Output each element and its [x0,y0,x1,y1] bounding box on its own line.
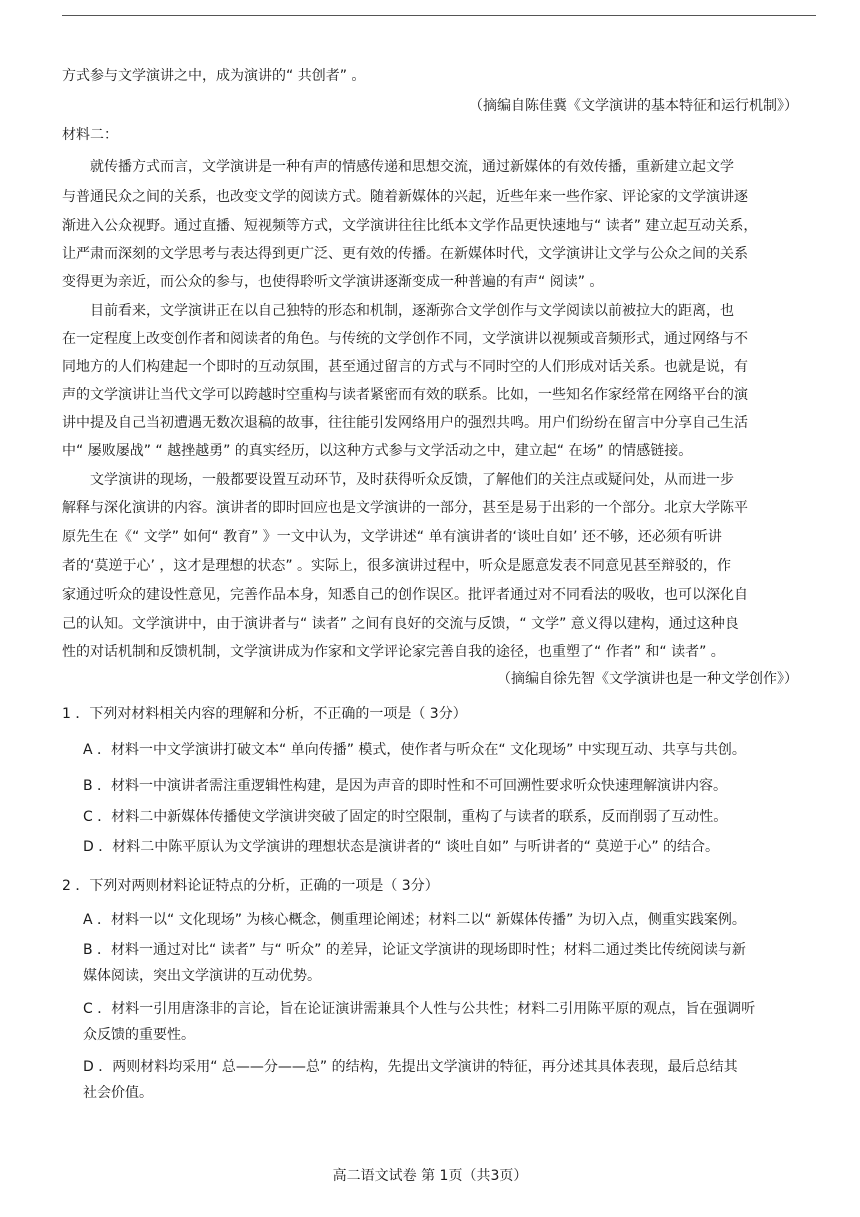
source-citation: （摘编自陈佳冀《文学演讲的基本特征和运行机制》） [469,98,798,114]
text-line: 变得更为亲近，而公众的参与，也使得聆听文学演讲逐渐变成一种普遍的有声“ 阅读” 。 [62,274,604,290]
text-line: D ．材料二中陈平原认为文学演讲的理想状态是演讲者的“ 谈吐自如” 与听讲者的“ 莫逆于心” 的结合。 [83,839,720,855]
header-rule [62,15,816,16]
text-line: 在一定程度上改变创作者和阅读者的角色。与传统的文学创作不同，文学演讲以视频或音频形式，通过网络与不 [62,331,748,347]
text-line: D ．两则材料均采用“ 总——分——总” 的结构，先提出文学演讲的特征，再分述其具体表现，最后总结其 [83,1059,738,1075]
text-line: 就传播方式而言，文学演讲是一种有声的情感传递和思想交流，通过新媒体的有效传播，重新建立起文学 [90,159,734,175]
text-line: 解释与深化演讲的内容。演讲者的即时回应也是文学演讲的一部分，甚至是易于出彩的一个部分。北京大学陈平 [62,500,748,516]
text-line: 1 ．下列对材料相关内容的理解和分析，不正确的一项是（ 3分） [62,706,467,722]
text-line: C ．材料一引用唐涤非的言论，旨在论证演讲需兼具个人性与公共性；材料二引用陈平原的观点，旨在强调听 [83,1001,756,1017]
text-line: B ．材料一中演讲者需注重逻辑性构建，是因为声音的即时性和不可回溯性要求听众快速理解演讲内容。 [83,778,728,794]
text-line: 同地方的人们构建起一个即时的互动氛围，甚至通过留言的方式与不同时空的人们形成对话关系。也就是说，有 [62,359,748,375]
text-line: B ．材料一通过对比“ 读者” 与“ 听众” 的差异，论证文学演讲的现场即时性；材料二通过类比传统阅读与新 [83,942,746,958]
text-line: 者的‘莫逆于心’ ，这才是理想的状态” 。实际上，很多演讲过程中，听众是愿意发表不同意见甚至辩驳的，作 [62,558,732,574]
text-line: 家通过听众的建设性意见，完善作品本身，知悉自己的创作误区。批评者通过对不同看法的吸收，也可以深化自 [62,587,748,603]
text-line: 声的文学演讲让当代文学可以跨越时空重构与读者紧密而有效的联系。比如，一些知名作家经常在网络平台的演 [62,387,748,403]
text-line: 方式参与文学演讲之中，成为演讲的“ 共创者” 。 [62,68,366,84]
text-line: 与普通民众之间的关系，也改变文学的阅读方式。随着新媒体的兴起，近些年来一些作家、评论家的文学演讲逐 [62,189,748,205]
text-line: 己的认知。文学演讲中，由于演讲者与“ 读者” 之间有良好的交流与反馈，“ 文学” 意义得以建构，通过这种良 [62,616,739,632]
text-line: 讲中提及自己当初遭遇无数次退稿的故事，往往能引发网络用户的强烈共鸣。用户们纷纷在留言中分享自己生活 [62,415,748,431]
text-line: 中“ 屡败屡战” “ 越挫越勇” 的真实经历，以这种方式参与文学活动之中，建立起“ 在场” 的情感链接。 [62,443,693,459]
text-line: 2 ．下列对两则材料论证特点的分析，正确的一项是（ 3分） [62,878,439,894]
text-line: 渐进入公众视野。通过直播、短视频等方式，文学演讲往往比纸本文学作品更快速地与“ 读者” 建立起互动关系， [62,218,758,234]
text-line: 媒体阅读，突出文学演讲的互动优势。 [83,968,321,984]
text-line: A ．材料一以“ 文化现场” 为核心概念，侧重理论阐述；材料二以“ 新媒体传播” 为切入点，侧重实践案例。 [83,912,746,928]
text-line: 文学演讲的现场，一般都要设置互动环节，及时获得听众反馈，了解他们的关注点或疑问处，从而进一步 [90,472,734,488]
text-line: 众反馈的重要性。 [83,1027,195,1043]
text-line: A ．材料一中文学演讲打破文本“ 单向传播” 模式，使作者与听众在“ 文化现场” 中实现互动、共享与共创。 [83,742,746,758]
text-line: 社会价值。 [83,1085,153,1101]
text-line: 性的对话机制和反馈机制，文学演讲成为作家和文学评论家完善自我的途径，也重塑了“ 作者” 和“ 读者” 。 [62,644,725,660]
text-line: 让严肃而深刻的文学思考与表达得到更广泛、更有效的传播。在新媒体时代，文学演讲让文学与公众之间的关系 [62,246,748,262]
text-line: 材料二： [62,127,118,143]
source-citation: （摘编自徐先智《文学演讲也是一种文学创作》） [497,671,798,687]
text-line: C ．材料二中新媒体传播使文学演讲突破了固定的时空限制，重构了与读者的联系，反而削弱了互动性。 [83,809,728,825]
page-footer: 高二语文试卷 第 1页（共3页） [332,1168,528,1184]
text-line: 目前看来，文学演讲正在以自己独特的形态和机制，逐渐弥合文学创作与文学阅读以前被拉大的距离，也 [90,303,734,319]
text-line: 原先生在《“ 文学” 如何“ 教育” 》一文中认为，文学讲述“ 单有演讲者的‘谈吐自如’ 还不够，还必须有听讲 [62,529,722,545]
